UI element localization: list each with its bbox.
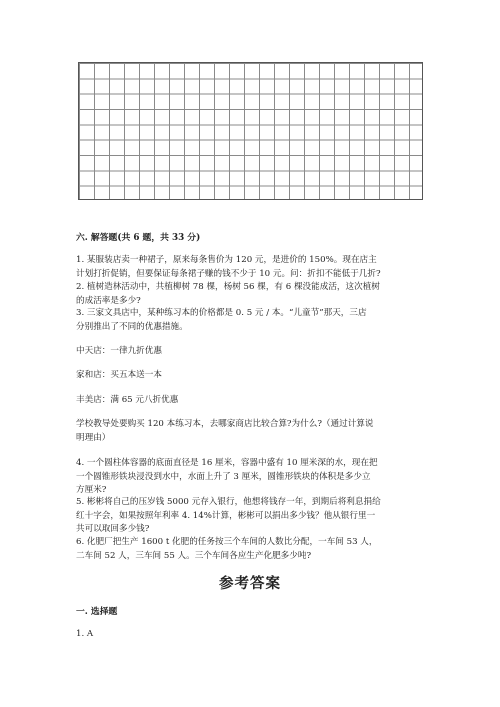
question-3: 3. 三家文具店中，某种练习本的价格都是 0. 5 元 / 本。“儿童节”那天，三店 分别推出了不同的优惠措施。: [76, 308, 367, 332]
shop-zhongtian: 中天店：一律九折优惠: [76, 346, 162, 356]
shop-jiahe: 家和店：买五本送一本: [76, 370, 162, 380]
question-2: 2. 植树造林活动中，共植柳树 78 棵，杨树 56 棵，有 6 棵没能成活，这次植树 的成活率是多少?: [76, 282, 380, 306]
shop-fengmei: 丰美店：满 65 元八折优惠: [76, 395, 179, 405]
section-heading: 六. 解答题(共 6 题，共 33 分): [76, 233, 201, 243]
question-3-prompt: 学校教导处要购买 120 本练习本，去哪家商店比较合算?为什么?（通过计算说 明理由）: [76, 419, 374, 443]
question-5: 5. 彬彬将自己的压岁钱 5000 元存入银行，他想将钱存一年，到期后将利息捐给 红十字会，如果按照年利率 4. 14%计算，彬彬可以捐出多少钱？他从银行里一 共可以取回多少钱?: [76, 497, 381, 535]
writing-grid: [78, 62, 423, 200]
answers-section-heading: 一. 选择题: [76, 607, 118, 617]
answer-1: 1. A: [76, 629, 94, 639]
question-1: 1. 某服装店卖一种裙子，原来每条售价为 120 元，是进价的 150%。现在店主 计划打折促销，但要保证每条裙子赚的钱不少于 10 元。问：折扣不能低于几折?: [76, 255, 381, 279]
question-4: 4. 一个圆柱体容器的底面直径是 16 厘米，容器中盛有 10 厘米深的水，现在把 一个圆锥形铁块浸没到水中，水面上升了 3 厘米，圆锥形铁块的体积是多少立 方厘米?: [76, 458, 378, 496]
question-6: 6. 化肥厂把生产 1600 t 化肥的任务按三个车间的人数比分配，一车间 53 人， 二车间 52 人，三车间 55 人。三个车间各应生产化肥多少吨?: [76, 537, 378, 561]
answers-title: 参考答案: [219, 575, 281, 592]
